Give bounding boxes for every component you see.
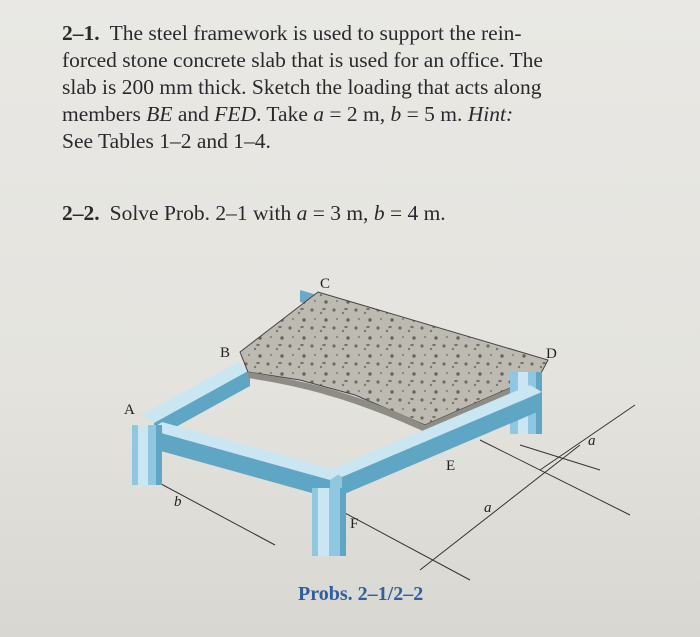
dimension-label-b: b xyxy=(174,494,182,510)
dimension-extension-e xyxy=(480,440,630,515)
var-b: b xyxy=(390,102,402,126)
problem-text-line: See Tables 1–2 and 1–4. xyxy=(62,129,271,153)
value-b: = 5 m. xyxy=(401,102,468,126)
dimension-label-a-front: a xyxy=(484,500,492,516)
column-a xyxy=(132,425,162,485)
label-b: B xyxy=(220,345,231,361)
member-be: BE xyxy=(146,102,173,126)
problem-text-line: forced stone concrete slab that is used for an office. The xyxy=(62,48,543,72)
label-c: C xyxy=(320,276,331,292)
value-a: = 3 m, xyxy=(307,201,374,225)
member-fed: FED xyxy=(214,102,257,126)
value-a: = 2 m, xyxy=(324,102,391,126)
problem-text: Solve Prob. 2–1 with xyxy=(109,201,297,225)
dimension-line-a-front xyxy=(420,445,580,570)
var-b: b xyxy=(373,201,385,225)
column-f xyxy=(312,488,346,556)
beam-af xyxy=(150,422,342,498)
dimension-lines xyxy=(135,405,635,580)
value-b: = 4 m. xyxy=(384,201,446,225)
label-a: A xyxy=(124,402,135,418)
problem-number: 2–2. xyxy=(62,201,100,225)
problem-text: . Take xyxy=(256,102,314,126)
problem-text: members xyxy=(62,102,147,126)
problem-text-line: The steel framework is used to support the rein- xyxy=(109,21,522,45)
problem-text-line: slab is 200 mm thick. Sketch the loading that acts along xyxy=(62,75,542,99)
label-d: D xyxy=(546,346,557,362)
problem-text: and xyxy=(172,102,215,126)
figure-caption: Probs. 2–1/2–2 xyxy=(298,583,424,605)
label-f: F xyxy=(350,516,359,532)
label-e: E xyxy=(446,458,456,474)
var-a: a xyxy=(313,102,325,126)
problem-number: 2–1. xyxy=(62,21,100,45)
dimension-label-a-right: a xyxy=(588,433,596,449)
hint-label: Hint: xyxy=(467,102,514,126)
var-a: a xyxy=(296,201,308,225)
